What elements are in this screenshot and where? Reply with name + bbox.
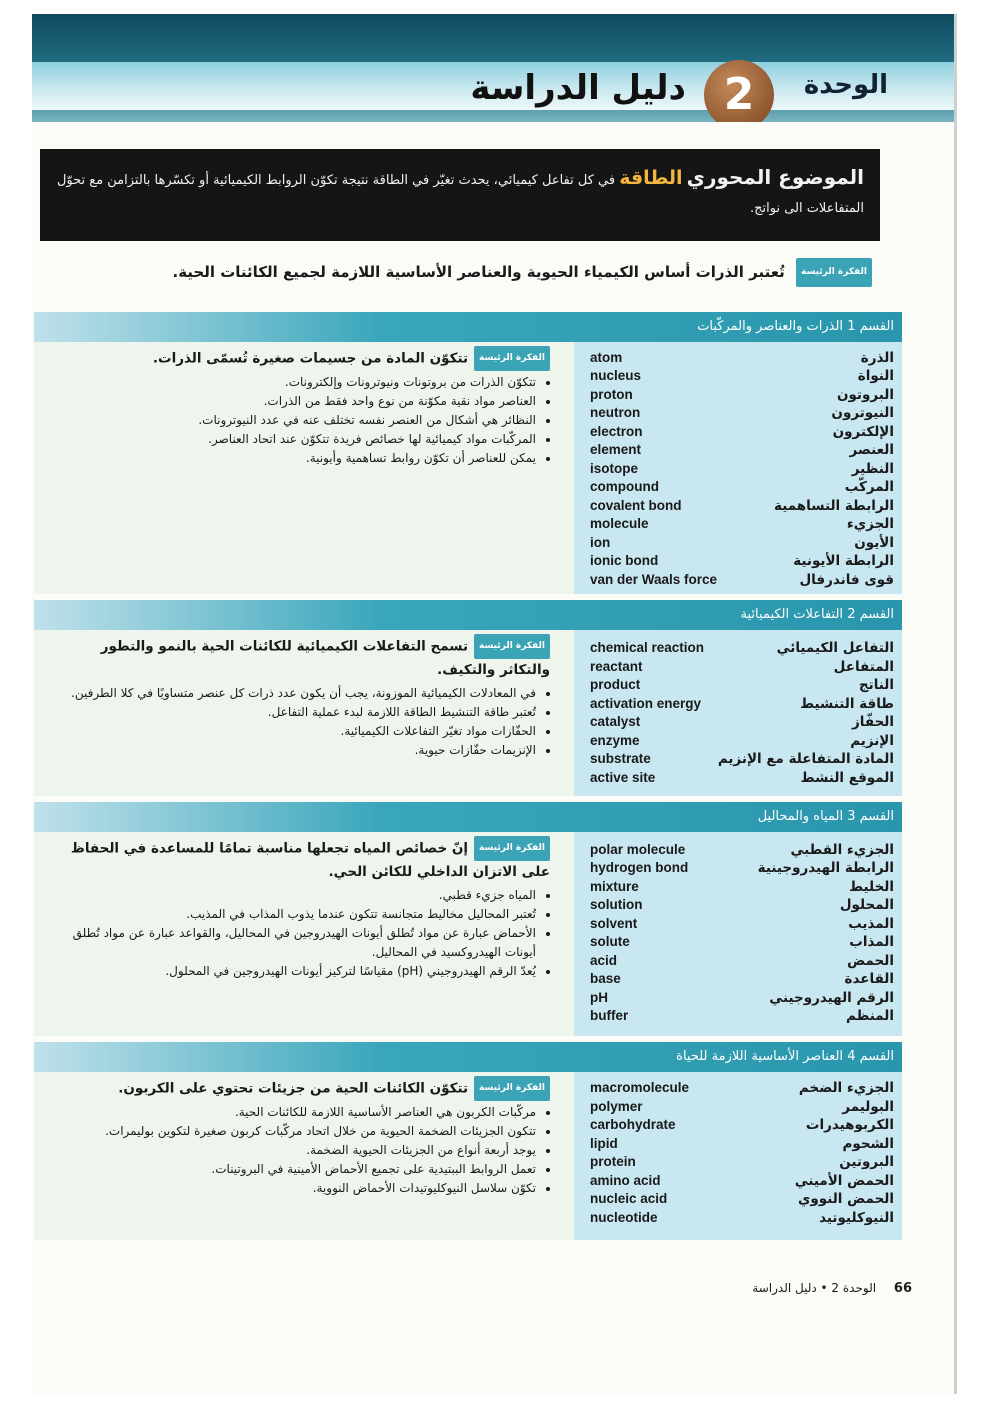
main-idea-text: تتكوّن المادة من جسيمات صغيرة تُسمّى الذرات. [152, 350, 469, 367]
bullet-item: • يمكن للعناصر أن تكوّن روابط تساهمية وأيونية. [54, 449, 536, 468]
theme-highlight: الطاقة [619, 167, 683, 189]
vocab-row [590, 535, 894, 553]
vocab-ar: الناتج [858, 677, 894, 693]
unit-word: الوحدة [803, 70, 888, 100]
vocab-ar: الرقم الهيدروجيني [769, 990, 894, 1006]
footer-text: الوحدة 2 • دليل الدراسة [752, 1281, 877, 1295]
vocab-en: solution [590, 897, 643, 912]
bullet-list [54, 886, 550, 981]
bullet-item: • المياه جزيء قطبي. [54, 886, 536, 905]
bullet-item: • يوجد أربعة أنواع من الجزيئات الحيوية الضخمة. [54, 1141, 536, 1160]
vocab-en: acid [590, 953, 618, 968]
vocab-row [590, 516, 894, 534]
vocab-en: macromolecule [590, 1080, 690, 1095]
page-title: دليل الدراسة [470, 68, 686, 108]
vocab-ar: المذاب [849, 934, 894, 950]
vocab-en: chemical reaction [590, 640, 705, 655]
page-footer [672, 1281, 912, 1296]
vocab-ar: طاقة التنشيط [800, 696, 894, 712]
vocab-ar: الإنزيم [850, 733, 894, 749]
main-idea-text: تسمح التفاعلات الكيميائية للكائنات الحية بالنمو والتطور والتكاثر والتكيف. [100, 638, 550, 678]
main-idea [54, 836, 550, 884]
vocab-row [590, 971, 894, 989]
vocabulary-list [574, 1072, 902, 1240]
vocab-en: substrate [590, 751, 651, 766]
vocab-row [590, 916, 894, 934]
vocab-en: catalyst [590, 714, 641, 729]
main-idea [54, 634, 550, 682]
vocab-en: molecule [590, 516, 649, 531]
main-idea [54, 1076, 550, 1101]
vocab-ar: النيوكليوتيد [819, 1210, 894, 1226]
bullet-item: • تُعتبر المحاليل مخاليط متجانسة تتكون عندما يذوب المذاب في المذيب. [54, 905, 536, 924]
bullet-item: • الإنزيمات حفّازات حيوية. [54, 741, 536, 760]
vocab-row [590, 751, 894, 769]
vocab-en: solvent [590, 916, 638, 931]
section-body [34, 832, 902, 1036]
vocab-en: neutron [590, 405, 641, 420]
vocab-en: nucleotide [590, 1210, 658, 1225]
vocab-ar: الرابطة التساهمية [774, 498, 894, 514]
vocab-ar: المادة المتفاعلة مع الإنزيم [717, 751, 894, 767]
vocab-en: proton [590, 387, 633, 402]
vocab-row [590, 350, 894, 368]
vocab-ar: المذيب [848, 916, 894, 932]
vocab-en: atom [590, 350, 623, 365]
vocab-en: covalent bond [590, 498, 682, 513]
bullet-item: • الأحماض عبارة عن مواد تُطلق أيونات الهيدروجين في المحاليل، والقواعد عبارة عن مواد تُطلق أيونات الهيدروكسيد في المحاليل. [54, 924, 536, 962]
bullet-item: • تتكون الجزيئات الضخمة الحيوية من خلال اتحاد مركّبات كربون صغيرة لتكوين بوليمرات. [54, 1122, 536, 1141]
vocab-ar: الحمض [847, 953, 894, 969]
unit-number-badge: 2 [704, 60, 774, 122]
section-4 [34, 1042, 902, 1240]
vocab-row [590, 714, 894, 732]
vocab-row [590, 1099, 894, 1117]
vocab-row [590, 1154, 894, 1172]
vocab-row [590, 572, 894, 590]
vocab-en: base [590, 971, 621, 986]
vocab-ar: الحمض الأميني [794, 1173, 894, 1189]
main-idea-tag: الفكرة الرئيسة [474, 1076, 550, 1101]
vocab-en: reactant [590, 659, 643, 674]
vocab-ar: المتفاعل [833, 659, 894, 675]
page-number: 66 [893, 1281, 912, 1296]
theme-label: الموضوع المحوري [686, 165, 864, 189]
vocab-ar: البروتون [836, 387, 894, 403]
bullet-list [54, 684, 550, 760]
vocab-row [590, 405, 894, 423]
vocabulary-list [574, 630, 902, 796]
vocab-en: amino acid [590, 1173, 661, 1188]
vocab-row [590, 387, 894, 405]
vocab-row [590, 696, 894, 714]
vocab-row [590, 842, 894, 860]
vocab-row [590, 461, 894, 479]
main-idea [54, 346, 550, 371]
bullet-item: • تكوّن سلاسل النيوكليوتيدات الأحماض النووية. [54, 1179, 536, 1198]
vocab-en: activation energy [590, 696, 702, 711]
vocab-row [590, 442, 894, 460]
vocab-en: mixture [590, 879, 639, 894]
section-content [54, 1076, 550, 1198]
section-3 [34, 802, 902, 1036]
vocab-en: van der Waals force [590, 572, 718, 587]
vocab-row [590, 498, 894, 516]
vocab-en: lipid [590, 1136, 618, 1151]
vocab-ar: الإلكترون [832, 424, 894, 440]
vocab-row [590, 368, 894, 386]
vocab-ar: الحمض النووي [797, 1191, 894, 1207]
bullet-item: • يُعدّ الرقم الهيدروجيني (pH) مقياسًا لتركيز أيونات الهيدروجين في المحلول. [54, 962, 536, 981]
bullet-item: • تتكوّن الذرات من بروتونات ونيوترونات وإلكترونات. [54, 373, 536, 392]
bullet-item: • في المعادلات الكيميائية الموزونة، يجب أن يكون عدد ذرات كل عنصر متساويًا في كلا الطرفين. [54, 684, 536, 703]
vocab-ar: الجزيء [846, 516, 894, 532]
vocab-row [590, 1191, 894, 1209]
vocab-en: carbohydrate [590, 1117, 676, 1132]
section-body [34, 1072, 902, 1240]
vocab-ar: النظير [851, 461, 894, 477]
vocab-ar: المركّب [844, 479, 894, 495]
main-idea-text: تتكوّن الكائنات الحية من جزيئات تحتوي على الكربون. [118, 1080, 469, 1097]
vocab-ar: الأيون [854, 535, 894, 551]
study-guide-page [32, 14, 957, 1394]
section-content [54, 634, 550, 760]
vocab-en: pH [590, 990, 608, 1005]
vocab-row [590, 934, 894, 952]
vocab-en: solute [590, 934, 630, 949]
vocab-ar: الخليط [849, 879, 894, 895]
main-idea-tag: الفكرة الرئيسة [474, 346, 550, 371]
vocab-row [590, 860, 894, 878]
vocab-ar: القاعدة [844, 971, 894, 987]
vocab-ar: العنصر [849, 442, 894, 458]
section-content [54, 836, 550, 981]
big-idea [152, 258, 872, 287]
vocab-ar: الرابطة الهيدروجينية [757, 860, 894, 876]
main-idea-tag: الفكرة الرئيسة [474, 836, 550, 861]
vocab-en: isotope [590, 461, 639, 476]
vocab-row [590, 1008, 894, 1026]
section-title: القسم 4 العناصر الأساسية اللازمة للحياة [34, 1042, 902, 1072]
section-body [34, 342, 902, 594]
section-title: القسم 2 التفاعلات الكيميائية [34, 600, 902, 630]
vocab-row [590, 424, 894, 442]
vocab-row [590, 1117, 894, 1135]
bullet-list [54, 373, 550, 468]
vocab-en: product [590, 677, 641, 692]
section-2 [34, 600, 902, 796]
bullet-item: • المركّبات مواد كيميائية لها خصائص فريدة تتكوّن عند اتحاد العناصر. [54, 430, 536, 449]
vocab-ar: الجزيء الضخم [798, 1080, 894, 1096]
bullet-list [54, 1103, 550, 1198]
vocab-en: nucleus [590, 368, 642, 383]
vocab-ar: الجزيء القطبي [790, 842, 894, 858]
vocab-en: polymer [590, 1099, 643, 1114]
vocab-en: polar molecule [590, 842, 686, 857]
vocab-row [590, 553, 894, 571]
vocab-ar: البوليمر [842, 1099, 894, 1115]
section-1 [34, 312, 902, 594]
vocab-en: protein [590, 1154, 636, 1169]
bullet-item: • النظائر هي أشكال من العنصر نفسه تختلف عنه في عدد النيوترونات. [54, 411, 536, 430]
bullet-item: • العناصر مواد نقية مكوّنة من نوع واحد فقط من الذرات. [54, 392, 536, 411]
vocab-en: element [590, 442, 642, 457]
vocab-en: nucleic acid [590, 1191, 668, 1206]
vocab-ar: الذرة [860, 350, 894, 366]
vocab-row [590, 953, 894, 971]
vocabulary-list [574, 342, 902, 594]
vocab-row [590, 1210, 894, 1228]
vocab-ar: البروتين [839, 1154, 894, 1170]
big-idea-tag: الفكرة الرئيسة [796, 258, 872, 287]
vocab-ar: الموقع النشط [800, 770, 894, 786]
vocab-ar: النيوترون [831, 405, 894, 421]
vocab-ar: الكربوهيدرات [805, 1117, 894, 1133]
main-idea-tag: الفكرة الرئيسة [474, 634, 550, 659]
big-idea-text: تُعتبر الذرات أساس الكيمياء الحيوية والعناصر الأساسية اللازمة لجميع الكائنات الحية. [172, 263, 785, 281]
vocab-en: electron [590, 424, 643, 439]
section-title: القسم 1 الذرات والعناصر والمركّبات [34, 312, 902, 342]
vocabulary-list [574, 832, 902, 1036]
vocab-row [590, 677, 894, 695]
bullet-item: • تُعتبر طاقة التنشيط الطاقة اللازمة لبدء عملية التفاعل. [54, 703, 536, 722]
main-idea-text: إنّ خصائص المياه تجعلها مناسبة تمامًا للمساعدة في الحفاظ على الاتزان الداخلي للكائن الحي. [70, 840, 550, 880]
vocab-en: compound [590, 479, 659, 494]
bullet-item: • تعمل الروابط الببتيدية على تجميع الأحماض الأمينية في البروتينات. [54, 1160, 536, 1179]
vocab-row [590, 990, 894, 1008]
vocab-row [590, 733, 894, 751]
section-body [34, 630, 902, 796]
vocab-ar: قوى فاندرفال [799, 572, 894, 588]
vocab-row [590, 1080, 894, 1098]
vocab-row [590, 1136, 894, 1154]
vocab-en: buffer [590, 1008, 629, 1023]
vocab-row [590, 770, 894, 788]
bullet-item: • مركّبات الكربون هي العناصر الأساسية اللازمة للكائنات الحية. [54, 1103, 536, 1122]
vocab-row [590, 1173, 894, 1191]
bullet-item: • الحفّازات مواد تغيّر التفاعلات الكيميائية. [54, 722, 536, 741]
theme-text: في كل تفاعل كيميائي، يحدث تغيّر في الطاقة نتيجة تكوّن الروابط الكيميائية أو تكسّرها بالتزامن مع تحوّل المتفاعلات الى نواتج. [56, 173, 864, 216]
vocab-en: ion [590, 535, 611, 550]
vocab-row [590, 879, 894, 897]
vocab-row [590, 659, 894, 677]
section-content [54, 346, 550, 468]
vocab-ar: المنظم [846, 1008, 894, 1024]
vocab-en: active site [590, 770, 656, 785]
vocab-ar: النواة [857, 368, 894, 384]
vocab-en: enzyme [590, 733, 640, 748]
theme-box [40, 149, 880, 241]
vocab-ar: الرابطة الأيونية [793, 553, 894, 569]
vocab-ar: الحفّاز [852, 714, 894, 730]
vocab-ar: التفاعل الكيميائي [776, 640, 894, 656]
unit-banner [32, 14, 954, 122]
vocab-row [590, 479, 894, 497]
vocab-row [590, 897, 894, 915]
vocab-ar: الشحوم [842, 1136, 894, 1152]
vocab-ar: المحلول [839, 897, 894, 913]
vocab-en: ionic bond [590, 553, 659, 568]
vocab-row [590, 640, 894, 658]
section-title: القسم 3 المياه والمحاليل [34, 802, 902, 832]
vocab-en: hydrogen bond [590, 860, 689, 875]
